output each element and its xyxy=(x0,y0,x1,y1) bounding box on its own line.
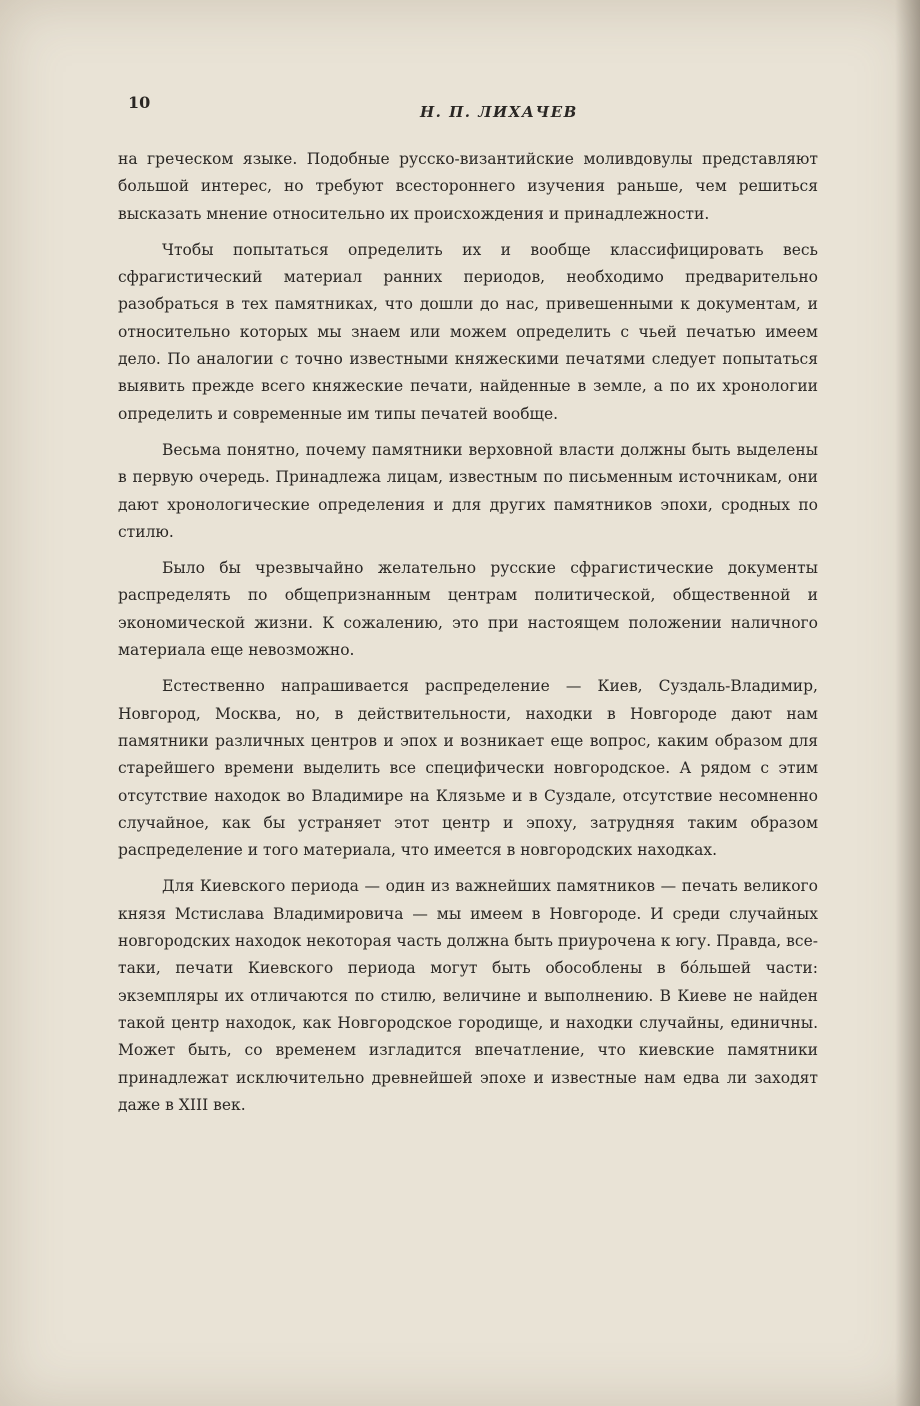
paragraph: Весьма понятно, почему памятники верховной власти должны быть выделены в первую очередь. Принадлежа лицам, известным по письменным источникам, они дают хронологические определения и для других памятников эпохи, сродных по стилю. xyxy=(118,440,818,541)
running-head xyxy=(100,93,840,133)
paragraph: Для Киевского периода — один из важнейших памятников — печать великого князя Мстислава Владимировича — мы имеем в Новгороде. И среди случайных новгородских находок некоторая часть должна быть приурочена к югу. Правда, все-таки, печати Киевского периода могут быть обособлены в бо́льшей части: экземпляры их отличаются по стилю, величине и выполнению. В Киеве не найден такой центр находок, как Новгородское городище, и находки случайны, единичны. Может быть, со временем изгладится впечатление, что киевские памятники принадлежат исключительно древнейшей эпохе и известные нам едва ли заходят даже в XIII век. xyxy=(118,877,818,1114)
paragraph: Было бы чрезвычайно желательно русские сфрагистические документы распределять по общепризнанным центрам политической, общественной и экономической жизни. К сожалению, это при настоящем положении наличного материала еще невозможно. xyxy=(118,559,818,660)
page-number: 10 xyxy=(128,93,151,112)
paragraph: Естественно напрашивается распределение — Киев, Суздаль-Владимир, Новгород, Москва, но, в действительности, находки в Новгороде дают нам памятники различных центров и эпох и возникает еще вопрос, каким образом для старейшего времени выделить все специфически новгородское. А рядом с этим отсутствие находок во Владимире на Клязьме и в Суздале, отсутствие несомненно случайное, как бы устраняет этот центр и эпоху, затрудняя таким образом распределение и того материала, что имеется в новгородских находках. xyxy=(118,677,818,860)
author-heading: Н. П. ЛИХАЧЕВ xyxy=(420,103,578,121)
paragraph: Чтобы попытаться определить их и вообще классифицировать весь сфрагистический материал ранних периодов, необходимо предварительно разобраться в тех памятниках, что дошли до нас, привешенными к документам, и относительно которых мы знаем или можем определить с чьей печатью имеем дело. По аналогии с точно известными княжескими печатями следует попытаться выявить прежде всего княжеские печати, найденные в земле, а по их хронологии определить и современные им типы печатей вообще. xyxy=(118,240,818,423)
body-text xyxy=(118,146,818,1128)
paragraph: на греческом языке. Подобные русско-византийские моливдовулы представляют большой интерес, но требуют всестороннего изучения раньше, чем решиться высказать мнение относительно их происхождения и принадлежности. xyxy=(118,150,818,223)
